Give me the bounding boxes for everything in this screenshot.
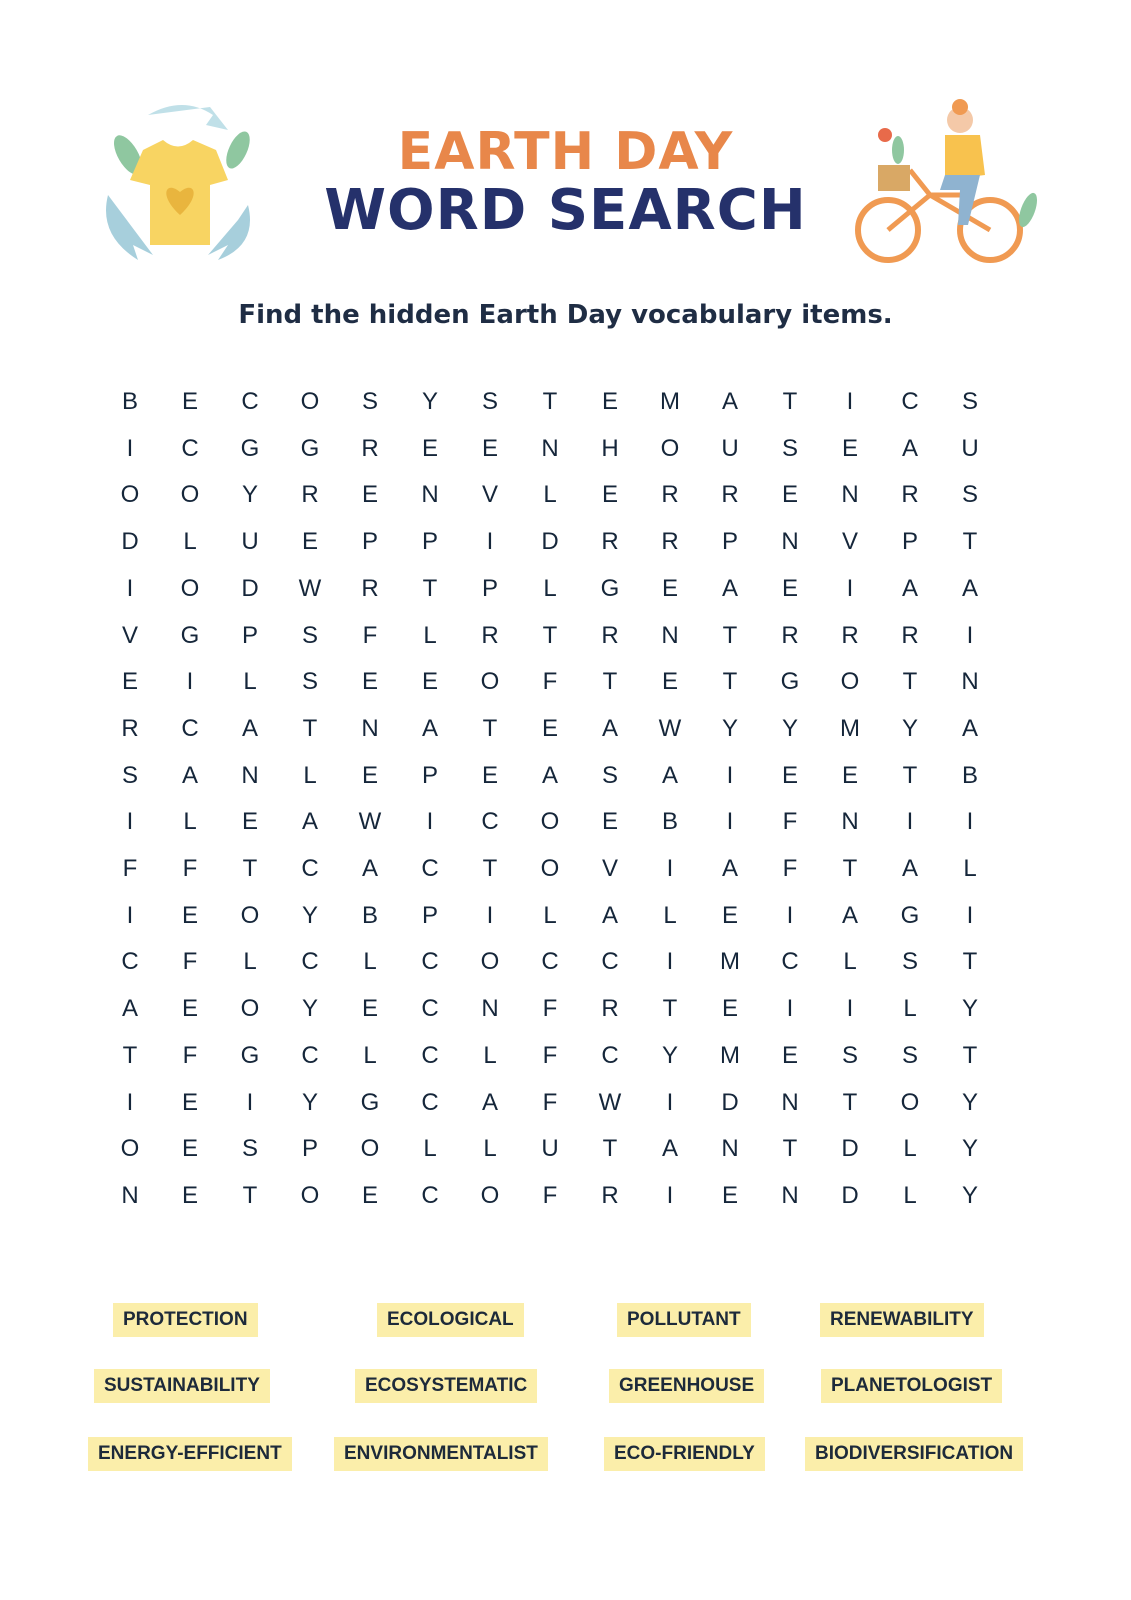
grid-letter[interactable]: E [181, 1135, 198, 1163]
grid-letter[interactable]: S [301, 621, 318, 649]
grid-letter[interactable]: R [481, 621, 499, 649]
grid-letter[interactable]: A [661, 1135, 678, 1163]
grid-letter[interactable]: I [966, 621, 974, 649]
grid-letter[interactable]: L [363, 1041, 377, 1069]
grid-letter[interactable]: L [543, 481, 557, 509]
grid-letter[interactable]: A [421, 714, 438, 742]
grid-letter[interactable]: W [298, 574, 322, 602]
instructions: Find the hidden Earth Day vocabulary items. [238, 300, 893, 330]
grid-letter[interactable]: F [542, 1088, 558, 1116]
grid-letter[interactable]: E [781, 481, 798, 509]
grid-letter[interactable]: T [902, 668, 918, 696]
grid-letter[interactable]: L [543, 901, 557, 929]
grid-letter[interactable]: N [841, 481, 859, 509]
grid-letter[interactable]: W [658, 714, 682, 742]
grid-letter[interactable]: G [360, 1088, 380, 1116]
grid-letter[interactable]: T [962, 528, 978, 556]
grid-letter[interactable]: S [481, 388, 498, 415]
grid-letter[interactable]: A [841, 901, 858, 929]
grid-letter[interactable]: M [720, 1041, 740, 1069]
word-tag: PROTECTION [113, 1303, 258, 1337]
grid-letter[interactable]: C [421, 1181, 439, 1209]
grid-letter[interactable]: M [840, 714, 860, 742]
grid-letter[interactable]: N [481, 995, 499, 1023]
grid-letter[interactable]: S [901, 948, 918, 976]
grid-letter[interactable]: U [541, 1135, 559, 1163]
grid-letter[interactable]: R [721, 481, 739, 509]
grid-letter[interactable]: A [961, 574, 978, 602]
grid-letter[interactable]: C [121, 948, 139, 976]
grid-letter[interactable]: L [423, 1135, 437, 1163]
grid-letter[interactable]: B [961, 761, 978, 789]
grid-letter[interactable]: E [781, 761, 798, 789]
grid-letter[interactable]: O [360, 1135, 380, 1163]
word-tag: BIODIVERSIFICATION [805, 1437, 1023, 1471]
grid-letter[interactable]: A [181, 761, 198, 789]
grid-letter[interactable]: I [486, 528, 494, 556]
grid-letter[interactable]: C [901, 388, 919, 415]
grid-letter[interactable]: S [361, 388, 378, 415]
grid-letter[interactable]: V [481, 481, 498, 509]
grid-letter[interactable]: E [361, 761, 378, 789]
grid-letter[interactable]: T [542, 621, 558, 649]
grid-letter[interactable]: F [362, 621, 378, 649]
grid-letter[interactable]: A [481, 1088, 498, 1116]
grid-letter[interactable]: O [120, 481, 140, 509]
grid-letter[interactable]: E [301, 528, 318, 556]
grid-letter[interactable]: F [542, 1041, 558, 1069]
grid-letter[interactable]: D [841, 1135, 859, 1163]
grid-letter[interactable]: F [182, 1041, 198, 1069]
grid-letter[interactable]: A [121, 995, 138, 1023]
grid-letter[interactable]: T [782, 1135, 798, 1163]
grid-letter[interactable]: N [421, 481, 439, 509]
grid-letter[interactable]: I [726, 808, 734, 836]
title-earth-day: EARTH DAY [397, 122, 734, 182]
grid-letter[interactable]: B [661, 808, 678, 836]
grid-letter[interactable]: C [301, 948, 319, 976]
grid-letter[interactable]: S [241, 1135, 258, 1163]
grid-letter[interactable]: N [121, 1181, 139, 1209]
grid-letter[interactable]: L [903, 1181, 917, 1209]
grid-letter[interactable]: T [602, 668, 618, 696]
grid-letter[interactable]: G [180, 621, 200, 649]
word-tag: GREENHOUSE [609, 1369, 764, 1403]
grid-letter[interactable]: Y [961, 1181, 978, 1209]
grid-letter[interactable]: I [486, 901, 494, 929]
grid-letter[interactable]: T [602, 1135, 618, 1163]
grid-letter[interactable]: I [666, 1088, 674, 1116]
grid-letter[interactable]: E [601, 388, 618, 415]
grid-letter[interactable]: P [241, 621, 258, 649]
grid-letter[interactable]: M [720, 948, 740, 976]
grid-letter[interactable]: I [666, 1181, 674, 1209]
grid-letter[interactable]: A [901, 434, 918, 462]
grid-letter[interactable]: R [601, 621, 619, 649]
grid-letter[interactable]: T [662, 995, 678, 1023]
grid-letter[interactable]: L [363, 948, 377, 976]
grid-letter[interactable]: O [120, 1135, 140, 1163]
grid-letter[interactable]: O [240, 901, 260, 929]
grid-letter[interactable]: L [483, 1041, 497, 1069]
grid-letter[interactable]: Y [421, 388, 438, 415]
grid-letter[interactable]: Y [241, 481, 258, 509]
grid-letter[interactable]: S [121, 761, 138, 789]
grid-letter[interactable]: C [181, 714, 199, 742]
grid-letter[interactable]: U [721, 434, 739, 462]
grid-letter[interactable]: O [540, 808, 560, 836]
grid-letter[interactable]: O [480, 1181, 500, 1209]
grid-letter[interactable]: V [601, 855, 618, 882]
grid-letter[interactable]: E [781, 1041, 798, 1069]
grid-letter[interactable]: I [246, 1088, 254, 1116]
grid-letter[interactable]: E [721, 901, 738, 929]
grid-letter[interactable]: L [963, 855, 977, 882]
grid-letter[interactable]: D [121, 528, 139, 556]
grid-letter[interactable]: P [421, 901, 438, 929]
grid-letter[interactable]: D [841, 1181, 859, 1209]
word-tag: POLLUTANT [617, 1303, 751, 1337]
grid-letter[interactable]: R [601, 1181, 619, 1209]
grid-letter[interactable]: E [421, 668, 438, 696]
grid-letter[interactable]: N [781, 1088, 799, 1116]
grid-letter[interactable]: S [301, 668, 318, 696]
grid-letter[interactable]: B [121, 388, 138, 415]
grid-letter[interactable]: C [781, 948, 799, 976]
grid-letter[interactable]: I [666, 855, 674, 882]
grid-letter[interactable]: A [901, 574, 918, 602]
grid-letter[interactable]: O [180, 574, 200, 602]
grid-letter[interactable]: E [361, 995, 378, 1023]
grid-letter[interactable]: T [722, 621, 738, 649]
word-tag: ECOSYSTEMATIC [355, 1369, 537, 1403]
grid-letter[interactable]: R [901, 481, 919, 509]
grid-letter[interactable]: W [598, 1088, 622, 1116]
grid-letter[interactable]: P [901, 528, 918, 556]
grid-letter[interactable]: N [541, 434, 559, 462]
grid-letter[interactable]: I [846, 995, 854, 1023]
grid-letter[interactable]: A [901, 855, 918, 882]
grid-letter[interactable]: E [661, 668, 678, 696]
grid-letter[interactable]: N [841, 808, 859, 836]
grid-letter[interactable]: Y [301, 1088, 318, 1116]
grid-letter[interactable]: R [781, 621, 799, 649]
grid-letter[interactable]: N [361, 714, 379, 742]
grid-letter[interactable]: T [242, 1181, 258, 1209]
grid-letter[interactable]: F [782, 855, 798, 882]
grid-letter[interactable]: Y [721, 714, 738, 742]
grid-letter[interactable]: E [361, 668, 378, 696]
word-tag: RENEWABILITY [820, 1303, 984, 1337]
grid-letter[interactable]: I [966, 808, 974, 836]
grid-letter[interactable]: A [721, 574, 738, 602]
grid-letter[interactable]: N [961, 668, 979, 696]
grid-letter[interactable]: G [300, 434, 320, 462]
grid-letter[interactable]: I [426, 808, 434, 836]
grid-letter[interactable]: G [600, 574, 620, 602]
grid-letter[interactable]: A [541, 761, 558, 789]
grid-letter[interactable]: E [181, 388, 198, 415]
grid-letter[interactable]: C [241, 388, 259, 415]
grid-letter[interactable]: E [361, 1181, 378, 1209]
grid-letter[interactable]: C [421, 995, 439, 1023]
grid-letter[interactable]: A [241, 714, 258, 742]
grid-letter[interactable]: Y [961, 995, 978, 1023]
grid-letter[interactable]: F [182, 948, 198, 976]
grid-letter[interactable]: F [542, 1181, 558, 1209]
grid-letter[interactable]: T [782, 388, 798, 415]
grid-letter[interactable]: Y [961, 1088, 978, 1116]
grid-letter[interactable]: O [480, 668, 500, 696]
grid-letter[interactable]: O [540, 855, 560, 882]
grid-letter[interactable]: O [660, 434, 680, 462]
grid-letter[interactable]: A [961, 714, 978, 742]
grid-letter[interactable]: I [846, 574, 854, 602]
grid-letter[interactable]: L [483, 1135, 497, 1163]
grid-letter[interactable]: E [421, 434, 438, 462]
grid-letter[interactable]: E [781, 574, 798, 602]
grid-letter[interactable]: A [721, 855, 738, 882]
grid-letter[interactable]: N [241, 761, 259, 789]
grid-letter[interactable]: I [906, 808, 914, 836]
grid-letter[interactable]: S [961, 481, 978, 509]
grid-letter[interactable]: F [782, 808, 798, 836]
grid-letter[interactable]: T [482, 714, 498, 742]
grid-letter[interactable]: C [181, 434, 199, 462]
grid-letter[interactable]: D [721, 1088, 739, 1116]
grid-letter[interactable]: E [541, 714, 558, 742]
grid-letter[interactable]: E [661, 574, 678, 602]
grid-letter[interactable]: E [481, 761, 498, 789]
word-tag: ECOLOGICAL [377, 1303, 524, 1337]
grid-letter[interactable]: E [181, 995, 198, 1023]
grid-letter[interactable]: I [786, 901, 794, 929]
grid-letter[interactable]: C [481, 808, 499, 836]
grid-letter[interactable]: U [961, 434, 979, 462]
grid-letter[interactable]: S [841, 1041, 858, 1069]
grid-letter[interactable]: T [122, 1041, 138, 1069]
grid-letter[interactable]: S [601, 761, 618, 789]
grid-letter[interactable]: G [240, 434, 260, 462]
grid-letter[interactable]: T [242, 855, 258, 882]
grid-letter[interactable]: R [361, 574, 379, 602]
grid-letter[interactable]: A [661, 761, 678, 789]
grid-letter[interactable]: T [722, 668, 738, 696]
grid-letter[interactable]: F [122, 855, 138, 882]
grid-letter[interactable]: A [721, 388, 738, 415]
grid-letter[interactable]: E [241, 808, 258, 836]
grid-letter[interactable]: F [542, 668, 558, 696]
grid-letter[interactable]: I [126, 574, 134, 602]
grid-letter[interactable]: C [421, 948, 439, 976]
grid-letter[interactable]: E [841, 761, 858, 789]
grid-letter[interactable]: E [601, 808, 618, 836]
word-tag: SUSTAINABILITY [94, 1369, 270, 1403]
grid-letter[interactable]: S [781, 434, 798, 462]
grid-letter[interactable]: C [421, 855, 439, 882]
grid-letter[interactable]: F [182, 855, 198, 882]
grid-letter[interactable]: R [841, 621, 859, 649]
grid-letter[interactable]: V [841, 528, 858, 556]
grid-letter[interactable]: I [666, 948, 674, 976]
grid-letter[interactable]: L [903, 995, 917, 1023]
grid-letter[interactable]: T [842, 1088, 858, 1116]
grid-letter[interactable]: C [301, 855, 319, 882]
grid-letter[interactable]: L [183, 528, 197, 556]
grid-letter[interactable]: Y [301, 901, 318, 929]
grid-letter[interactable]: R [601, 995, 619, 1023]
grid-letter[interactable]: G [240, 1041, 260, 1069]
grid-letter[interactable]: C [601, 948, 619, 976]
grid-letter[interactable]: I [846, 388, 854, 415]
grid-letter[interactable]: P [421, 761, 438, 789]
grid-letter[interactable]: C [421, 1041, 439, 1069]
grid-letter[interactable]: L [903, 1135, 917, 1163]
grid-letter[interactable]: O [480, 948, 500, 976]
word-tag: ENERGY-EFFICIENT [88, 1437, 292, 1471]
grid-letter[interactable]: C [601, 1041, 619, 1069]
title-word-search: WORD SEARCH [324, 178, 807, 243]
grid-letter[interactable]: L [303, 761, 317, 789]
grid-letter[interactable]: R [901, 621, 919, 649]
grid-letter[interactable]: P [361, 528, 378, 556]
grid-letter[interactable]: L [183, 808, 197, 836]
grid-letter[interactable]: T [962, 948, 978, 976]
grid-letter[interactable]: R [121, 714, 139, 742]
grid-letter[interactable]: P [301, 1135, 318, 1163]
grid-letter[interactable]: R [601, 528, 619, 556]
grid-letter[interactable]: E [181, 1088, 198, 1116]
grid-letter[interactable]: Y [901, 714, 918, 742]
grid-letter[interactable]: T [302, 714, 318, 742]
grid-letter[interactable]: I [126, 434, 134, 462]
grid-letter[interactable]: Y [661, 1041, 678, 1069]
grid-letter[interactable]: Y [961, 1135, 978, 1163]
grid-letter[interactable]: L [243, 948, 257, 976]
grid-letter[interactable]: O [840, 668, 860, 696]
grid-letter[interactable]: Y [781, 714, 798, 742]
grid-letter[interactable]: L [663, 901, 677, 929]
grid-letter[interactable]: T [902, 761, 918, 789]
grid-letter[interactable]: V [121, 621, 138, 649]
grid-letter[interactable]: L [243, 668, 257, 696]
grid-letter[interactable]: E [121, 668, 138, 696]
grid-letter[interactable]: C [541, 948, 559, 976]
grid-letter[interactable]: O [180, 481, 200, 509]
grid-letter[interactable]: I [126, 808, 134, 836]
grid-letter[interactable]: N [661, 621, 679, 649]
grid-letter[interactable]: T [542, 388, 558, 415]
grid-letter[interactable]: N [781, 1181, 799, 1209]
grid-letter[interactable]: H [601, 434, 619, 462]
grid-letter[interactable]: E [841, 434, 858, 462]
grid-letter[interactable]: T [482, 855, 498, 882]
grid-letter[interactable]: E [721, 1181, 738, 1209]
grid-letter[interactable]: O [300, 388, 320, 415]
grid-letter[interactable]: L [423, 621, 437, 649]
grid-letter[interactable]: N [721, 1135, 739, 1163]
grid-letter[interactable]: O [900, 1088, 920, 1116]
grid-letter[interactable]: I [186, 668, 194, 696]
grid-letter[interactable]: R [361, 434, 379, 462]
grid-letter[interactable]: A [601, 901, 618, 929]
grid-letter[interactable]: A [361, 855, 378, 882]
grid-letter[interactable]: D [241, 574, 259, 602]
grid-letter[interactable]: A [601, 714, 618, 742]
grid-letter[interactable]: R [661, 528, 679, 556]
grid-letter[interactable]: P [481, 574, 498, 602]
grid-letter[interactable]: Y [301, 995, 318, 1023]
grid-letter[interactable]: I [786, 995, 794, 1023]
grid-letter[interactable]: G [780, 668, 800, 696]
grid-letter[interactable]: C [421, 1088, 439, 1116]
word-tag: PLANETOLOGIST [821, 1369, 1002, 1403]
word-tag: ENVIRONMENTALIST [334, 1437, 548, 1471]
grid-letter[interactable]: C [301, 1041, 319, 1069]
grid-letter[interactable]: E [481, 434, 498, 462]
grid-letter[interactable]: U [241, 528, 259, 556]
grid-letter[interactable]: T [422, 574, 438, 602]
grid-letter[interactable]: O [240, 995, 260, 1023]
word-tag: ECO-FRIENDLY [604, 1437, 765, 1471]
grid-letter[interactable]: B [361, 901, 378, 929]
grid-letter[interactable]: E [601, 481, 618, 509]
grid-letter[interactable]: F [542, 995, 558, 1023]
grid-letter[interactable]: S [901, 1041, 918, 1069]
grid-letter[interactable]: I [966, 901, 974, 929]
grid-letter[interactable]: W [358, 808, 382, 836]
grid-letter[interactable]: M [660, 388, 680, 415]
grid-letter[interactable]: T [962, 1041, 978, 1069]
grid-letter[interactable]: L [543, 574, 557, 602]
grid-letter[interactable]: E [181, 1181, 198, 1209]
grid-letter[interactable]: T [842, 855, 858, 882]
grid-letter[interactable]: G [900, 901, 920, 929]
grid-letter[interactable]: S [961, 388, 978, 415]
grid-letter[interactable]: R [301, 481, 319, 509]
grid-letter[interactable]: E [721, 995, 738, 1023]
grid-letter[interactable]: O [300, 1181, 320, 1209]
grid-letter[interactable]: P [721, 528, 738, 556]
grid-letter[interactable]: I [126, 1088, 134, 1116]
grid-letter[interactable]: A [301, 808, 318, 836]
grid-letter[interactable]: N [781, 528, 799, 556]
grid-letter[interactable]: I [726, 761, 734, 789]
grid-letter[interactable]: E [181, 901, 198, 929]
grid-letter[interactable]: E [361, 481, 378, 509]
grid-letter[interactable]: R [661, 481, 679, 509]
grid-letter[interactable]: I [126, 901, 134, 929]
grid-letter[interactable]: L [843, 948, 857, 976]
grid-letter[interactable]: P [421, 528, 438, 556]
grid-letter[interactable]: D [541, 528, 559, 556]
